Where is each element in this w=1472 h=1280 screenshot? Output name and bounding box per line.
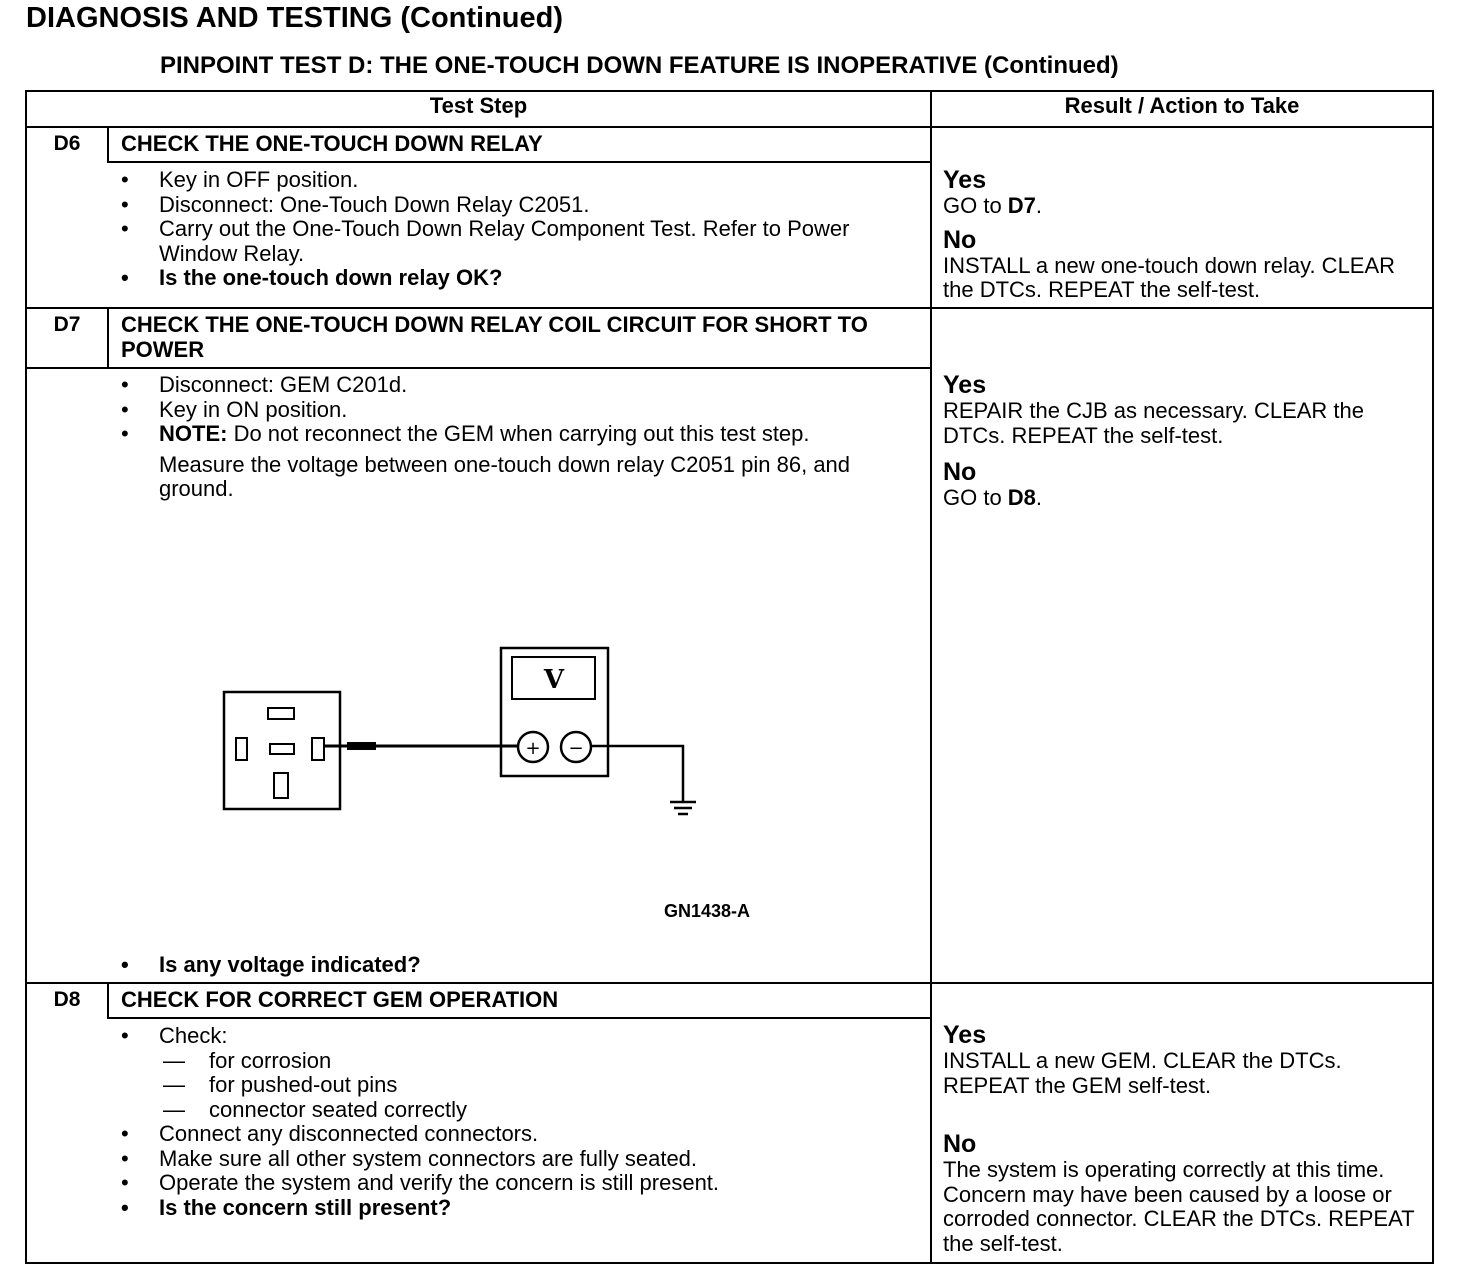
figure-id: GN1438-A <box>664 901 751 921</box>
step-id: D7 <box>53 313 81 336</box>
minus-icon: − <box>568 738 584 759</box>
result-d8 <box>943 1021 1429 1256</box>
step-list <box>121 1023 919 1220</box>
yes-action: REPAIR the CJB as necessary. CLEAR the DTCs. REPEAT the self-test. <box>943 398 1365 448</box>
list-item: • Check: <box>121 1023 228 1048</box>
list-item: • Disconnect: GEM C201d. <box>121 372 408 397</box>
question: • Is the one-touch down relay OK? <box>121 265 503 290</box>
step-title: CHECK THE ONE-TOUCH DOWN RELAY <box>121 131 543 156</box>
voltmeter <box>501 648 608 776</box>
sub-item: — connector seated correctly <box>163 1096 468 1122</box>
question: • Is the concern still present? <box>121 1194 452 1220</box>
test-title: PINPOINT TEST D: THE ONE-TOUCH DOWN FEATURE IS INOPERATIVE (Continued) <box>160 52 1119 79</box>
no-action: The system is operating correctly at this time. Concern may have been caused by a loose or corroded connector. CLEAR the DTCs. REPEAT the self-test. <box>943 1157 1415 1256</box>
step-list <box>121 952 899 978</box>
voltmeter-diagram <box>215 640 705 830</box>
header-result: Result / Action to Take <box>1064 93 1300 118</box>
list-item: • Key in ON position. <box>121 396 348 422</box>
yes-label: Yes <box>943 371 987 399</box>
meter-label: V <box>543 665 565 695</box>
yes-action: GO to D7. <box>943 193 1043 218</box>
yes-action: INSTALL a new GEM. CLEAR the DTCs. REPEAT the GEM self-test. <box>943 1048 1342 1098</box>
step-id: D8 <box>53 988 81 1011</box>
yes-label: Yes <box>943 1021 987 1049</box>
result-d7 <box>943 371 1423 511</box>
no-label: No <box>943 225 977 254</box>
probe-lead <box>325 742 517 750</box>
note-item: • NOTE: Do not reconnect the GEM when carrying out this test step. <box>121 421 810 446</box>
list-item: • Operate the system and verify the concern is still present. <box>121 1170 720 1195</box>
step-list <box>121 167 919 291</box>
header-test-step: Test Step <box>429 93 528 118</box>
list-item: • Connect any disconnected connectors. <box>121 1121 539 1146</box>
yes-label: Yes <box>943 166 987 194</box>
result-d6 <box>943 166 1423 303</box>
no-label: No <box>943 1130 977 1158</box>
list-item: • Make sure all other system connectors are fully seated. <box>121 1145 698 1171</box>
no-action: INSTALL a new one-touch down relay. CLEAR the DTCs. REPEAT the self-test. <box>943 252 1396 302</box>
list-item: • Carry out the One-Touch Down Relay Component Test. Refer to Power Window Relay. <box>121 216 850 266</box>
question: • Is any voltage indicated? <box>121 952 421 977</box>
sub-item: — for pushed-out pins <box>163 1072 398 1097</box>
step-list <box>121 372 899 502</box>
step-title: CHECK FOR CORRECT GEM OPERATION <box>121 987 559 1012</box>
no-label: No <box>943 458 977 486</box>
no-action: GO to D8. <box>943 485 1043 510</box>
relay-connector <box>224 692 340 809</box>
plus-icon: + <box>525 738 541 759</box>
step-title: CHECK THE ONE-TOUCH DOWN RELAY COIL CIRCUIT FOR SHORT TO POWER <box>121 312 868 362</box>
step-id: D6 <box>53 132 81 155</box>
list-item: • Disconnect: One-Touch Down Relay C2051. <box>121 191 590 217</box>
sub-item: — for corrosion <box>163 1047 332 1073</box>
measure-text: Measure the voltage between one-touch down relay C2051 pin 86, and ground. <box>159 451 851 501</box>
page-title: DIAGNOSIS AND TESTING (Continued) <box>26 2 564 34</box>
list-item: • Key in OFF position. <box>121 167 359 192</box>
